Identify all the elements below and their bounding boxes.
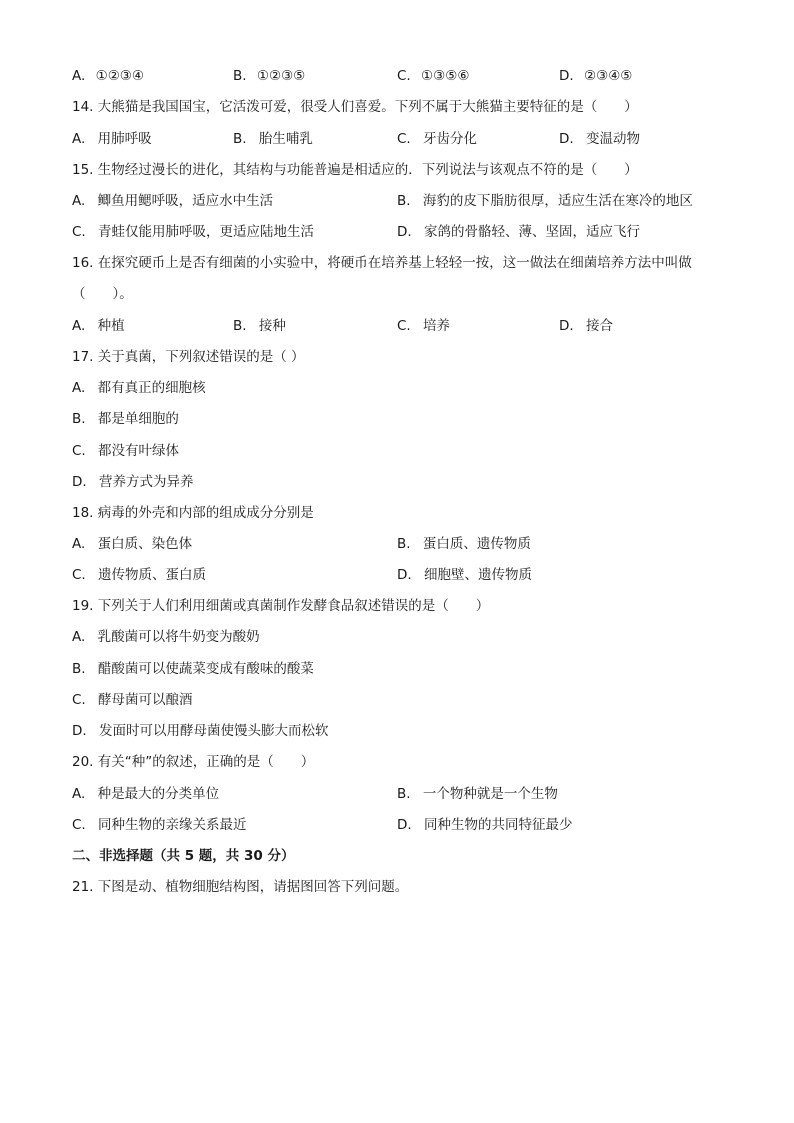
q18-option-d — [397, 566, 532, 584]
q16-stem-line1: 16. 在探究硬币上是否有细菌的小实验中，将硬币在培养基上轻轻一按，这一做法在细菌培养方法中叫做 — [72, 255, 692, 271]
option-text: 鲫鱼用鳃呼吸，适应水中生活 — [97, 193, 274, 209]
option-letter: D. — [72, 723, 87, 739]
q14-stem: 14. 大熊猫是我国国宝，它活泼可爱，很受人们喜爱。下列不属于大熊猫主要特征的是（ ） — [72, 99, 638, 115]
option-letter: B. — [72, 411, 86, 427]
q16-option-d — [559, 317, 613, 335]
q17-option-d — [72, 473, 193, 491]
option-letter: C. — [72, 817, 86, 833]
option-text: 同种生物的亲缘关系最近 — [98, 817, 247, 833]
option-text: ①②③④ — [95, 68, 145, 84]
option-letter: C. — [72, 224, 86, 240]
option-letter: D. — [559, 68, 574, 84]
option-letter: D. — [559, 318, 574, 334]
option-letter: A. — [72, 629, 86, 645]
option-letter: D. — [559, 131, 574, 147]
option-letter: A. — [72, 536, 86, 552]
option-letter: B. — [397, 193, 411, 209]
q17-option-c — [72, 442, 179, 460]
q14-option-a — [72, 130, 152, 148]
option-letter: D. — [72, 474, 87, 490]
option-text: 牙齿分化 — [423, 131, 478, 147]
option-letter: C. — [397, 131, 411, 147]
option-text: 家鸽的骨骼轻、薄、坚固，适应飞行 — [423, 224, 640, 240]
q13-option-b — [233, 67, 305, 85]
option-text: 蛋白质、染色体 — [97, 536, 193, 552]
option-letter: D. — [397, 224, 412, 240]
option-text: 海豹的皮下脂肪很厚，适应生活在寒冷的地区 — [422, 193, 693, 209]
q15-option-b — [397, 192, 693, 210]
option-letter: A. — [72, 68, 86, 84]
option-letter: C. — [72, 567, 86, 583]
option-letter: B. — [233, 131, 247, 147]
option-text: 同种生物的共同特征最少 — [423, 817, 573, 833]
option-text: 酵母菌可以酿酒 — [98, 692, 193, 708]
option-text: 都是单细胞的 — [97, 411, 179, 427]
q17-stem: 17. 关于真菌，下列叙述错误的是（ ） — [72, 349, 305, 365]
option-letter: A. — [72, 193, 86, 209]
option-letter: C. — [397, 68, 411, 84]
q20-option-d — [397, 816, 572, 834]
q19-option-b — [72, 660, 314, 678]
option-text: 种植 — [97, 318, 125, 334]
option-text: 培养 — [423, 318, 451, 334]
q15-option-c — [72, 223, 314, 241]
option-text: ①③⑤⑥ — [421, 68, 470, 84]
option-text: 变温动物 — [585, 131, 640, 147]
q20-option-a — [72, 785, 219, 803]
option-text: ①②③⑤ — [256, 68, 306, 84]
q15-option-d — [397, 223, 640, 241]
q16-stem-line2: （ ）。 — [72, 286, 133, 302]
q15-option-a — [72, 192, 273, 210]
q20-option-b — [397, 785, 558, 803]
q19-option-a — [72, 628, 260, 646]
q20-option-c — [72, 816, 247, 834]
option-text: 青蛙仅能用肺呼吸，更适应陆地生活 — [98, 224, 315, 240]
q16-option-b — [233, 317, 286, 335]
option-text: 一个物种就是一个生物 — [422, 786, 558, 802]
option-letter: A. — [72, 380, 86, 396]
option-text: 蛋白质、遗传物质 — [422, 536, 531, 552]
q19-option-c — [72, 691, 193, 709]
q13-option-d — [559, 67, 632, 85]
option-letter: C. — [397, 318, 411, 334]
option-letter: A. — [72, 131, 86, 147]
option-letter: C. — [72, 692, 86, 708]
option-text: 用肺呼吸 — [97, 131, 152, 147]
option-text: 细胞壁、遗传物质 — [423, 567, 532, 583]
q18-stem: 18. 病毒的外壳和内部的组成成分分别是 — [72, 505, 314, 521]
option-text: 都没有叶绿体 — [98, 443, 180, 459]
q17-option-a — [72, 379, 206, 397]
option-letter: A. — [72, 786, 86, 802]
q21-stem: 21. 下图是动、植物细胞结构图，请据图回答下列问题。 — [72, 879, 409, 895]
option-letter: B. — [397, 786, 411, 802]
option-text: 营养方式为异养 — [98, 474, 194, 490]
option-letter: B. — [233, 68, 247, 84]
option-letter: D. — [397, 567, 412, 583]
option-text: 接合 — [585, 318, 613, 334]
section-heading: 二、非选择题（共 5 题，共 30 分） — [72, 848, 295, 864]
option-text: 胎生哺乳 — [258, 131, 313, 147]
q18-option-c — [72, 566, 206, 584]
q19-option-d — [72, 722, 328, 740]
q14-option-b — [233, 130, 313, 148]
q18-option-a — [72, 535, 192, 553]
option-text: 醋酸菌可以使蔬菜变成有酸味的酸菜 — [97, 661, 314, 677]
option-text: 都有真正的细胞核 — [97, 380, 206, 396]
option-text: ②③④⑤ — [583, 68, 633, 84]
q13-option-a — [72, 67, 144, 85]
q16-option-a — [72, 317, 125, 335]
q20-stem: 20. 有关“种”的叙述，正确的是（ ） — [72, 754, 315, 770]
option-text: 种是最大的分类单位 — [97, 786, 220, 802]
option-letter: A. — [72, 318, 86, 334]
q19-stem: 19. 下列关于人们利用细菌或真菌制作发酵食品叙述错误的是（ ） — [72, 598, 490, 614]
option-text: 乳酸菌可以将牛奶变为酸奶 — [97, 629, 260, 645]
q15-stem: 15. 生物经过漫长的进化，其结构与功能普遍是相适应的．下列说法与该观点不符的是（ ） — [72, 162, 638, 178]
q16-option-c — [397, 317, 450, 335]
option-letter: B. — [72, 661, 86, 677]
option-letter: D. — [397, 817, 412, 833]
option-text: 发面时可以用酵母菌使馒头膨大而松软 — [98, 723, 329, 739]
option-letter: C. — [72, 443, 86, 459]
option-letter: B. — [233, 318, 247, 334]
option-text: 接种 — [258, 318, 286, 334]
q14-option-c — [397, 130, 477, 148]
q14-option-d — [559, 130, 640, 148]
q17-option-b — [72, 410, 179, 428]
q13-option-c — [397, 67, 469, 85]
option-text: 遗传物质、蛋白质 — [98, 567, 207, 583]
option-letter: B. — [397, 536, 411, 552]
q18-option-b — [397, 535, 531, 553]
